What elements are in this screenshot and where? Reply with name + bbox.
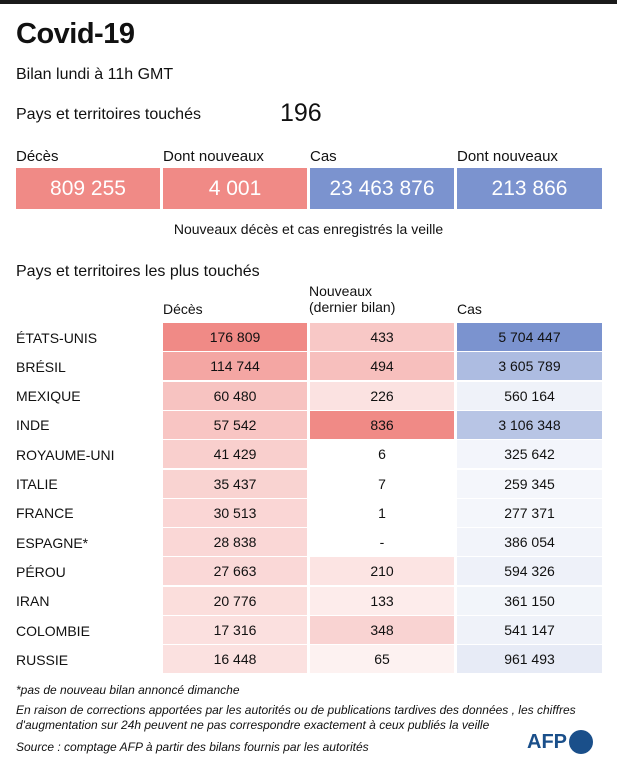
- cell-cases: 961 493: [457, 645, 602, 673]
- row-label: ITALIE: [16, 476, 58, 492]
- cell-new: 210: [310, 557, 454, 585]
- cell-cases: 5 704 447: [457, 323, 602, 351]
- row-label: COLOMBIE: [16, 622, 90, 639]
- cell-new: 7: [310, 470, 454, 498]
- cell-new: 348: [310, 616, 454, 644]
- chart-subtitle: Bilan lundi à 11h GMT: [16, 66, 174, 83]
- cell-cases: 259 345: [457, 470, 602, 498]
- cell-new: 133: [310, 587, 454, 615]
- cell-cases: 277 371: [457, 499, 602, 527]
- summary-value-3: 213 866: [457, 168, 602, 209]
- col-header-cases: Cas: [457, 301, 482, 317]
- row-label: ÉTATS-UNIS: [16, 329, 98, 346]
- summary-value-0: 809 255: [16, 168, 160, 209]
- cell-deaths: 16 448: [163, 645, 307, 673]
- cell-deaths: 17 316: [163, 616, 307, 644]
- row-label: FRANCE: [16, 505, 74, 522]
- cell-deaths: 57 542: [163, 411, 307, 439]
- row-label: MEXIQUE: [16, 388, 81, 405]
- cell-deaths: 27 663: [163, 557, 307, 585]
- chart-title: Covid-19: [16, 18, 135, 50]
- cell-deaths: 176 809: [163, 323, 307, 351]
- summary-label-1: Dont nouveaux: [163, 148, 264, 165]
- cell-cases: 361 150: [457, 587, 602, 615]
- row-label: IRAN: [16, 593, 50, 610]
- col-header-new-line1: Nouveaux: [309, 283, 373, 299]
- cell-cases: 3 106 348: [457, 411, 602, 439]
- col-header-new-line2: (dernier bilan): [309, 299, 396, 315]
- row-label: RUSSIE: [16, 651, 69, 668]
- cell-deaths: 41 429: [163, 440, 307, 468]
- asterisk-note: *pas de nouveau bilan annoncé dimanche: [16, 683, 240, 697]
- cell-deaths: 35 437: [163, 470, 307, 498]
- col-header-new: [309, 283, 395, 315]
- cell-new: 494: [310, 352, 454, 380]
- afp-logo: [527, 730, 593, 754]
- cell-cases: 594 326: [457, 557, 602, 585]
- summary-note: Nouveaux décès et cas enregistrés la veille: [173, 221, 444, 237]
- cell-cases: 541 147: [457, 616, 602, 644]
- row-label: BRÉSIL: [16, 358, 66, 375]
- countries-value: 196: [280, 99, 322, 127]
- top-rule: [0, 0, 617, 4]
- afp-logo-text: AFP: [527, 730, 567, 753]
- cell-new: 836: [310, 411, 454, 439]
- cell-cases: 325 642: [457, 440, 602, 468]
- cell-new: 65: [310, 645, 454, 673]
- row-label: ESPAGNE*: [16, 534, 89, 551]
- cell-new: 6: [310, 440, 454, 468]
- summary-value-1: 4 001: [163, 168, 307, 209]
- cell-deaths: 30 513: [163, 499, 307, 527]
- col-header-deaths: Décès: [163, 301, 203, 317]
- source-note: Source : comptage AFP à partir des bilans fournis par les autorités: [16, 740, 369, 754]
- summary-label-0: Décès: [16, 148, 59, 165]
- cell-new: 1: [310, 499, 454, 527]
- cell-cases: 560 164: [457, 382, 602, 410]
- cell-new: -: [310, 528, 454, 556]
- correction-note-line1: En raison de corrections apportées par les autorités ou de publications tardives des données , les chiffres: [16, 703, 576, 717]
- row-label: ROYAUME-UNI: [16, 446, 115, 463]
- cell-cases: 3 605 789: [457, 352, 602, 380]
- cell-deaths: 60 480: [163, 382, 307, 410]
- correction-note-line2: d'augmentation sur 24h peuvent ne pas correspondre exactement à ceux publiés la veille: [16, 718, 490, 732]
- cell-cases: 386 054: [457, 528, 602, 556]
- cell-deaths: 28 838: [163, 528, 307, 556]
- row-label: PÉROU: [16, 563, 66, 580]
- table-title: Pays et territoires les plus touchés: [16, 263, 260, 280]
- countries-label: Pays et territoires touchés: [16, 106, 201, 123]
- summary-label-2: Cas: [310, 148, 337, 165]
- afp-logo-circle-icon: [569, 730, 593, 754]
- cell-new: 433: [310, 323, 454, 351]
- cell-deaths: 20 776: [163, 587, 307, 615]
- cell-deaths: 114 744: [163, 352, 307, 380]
- cell-new: 226: [310, 382, 454, 410]
- summary-value-2: 23 463 876: [310, 168, 454, 209]
- summary-label-3: Dont nouveaux: [457, 148, 558, 165]
- row-label: INDE: [16, 417, 50, 434]
